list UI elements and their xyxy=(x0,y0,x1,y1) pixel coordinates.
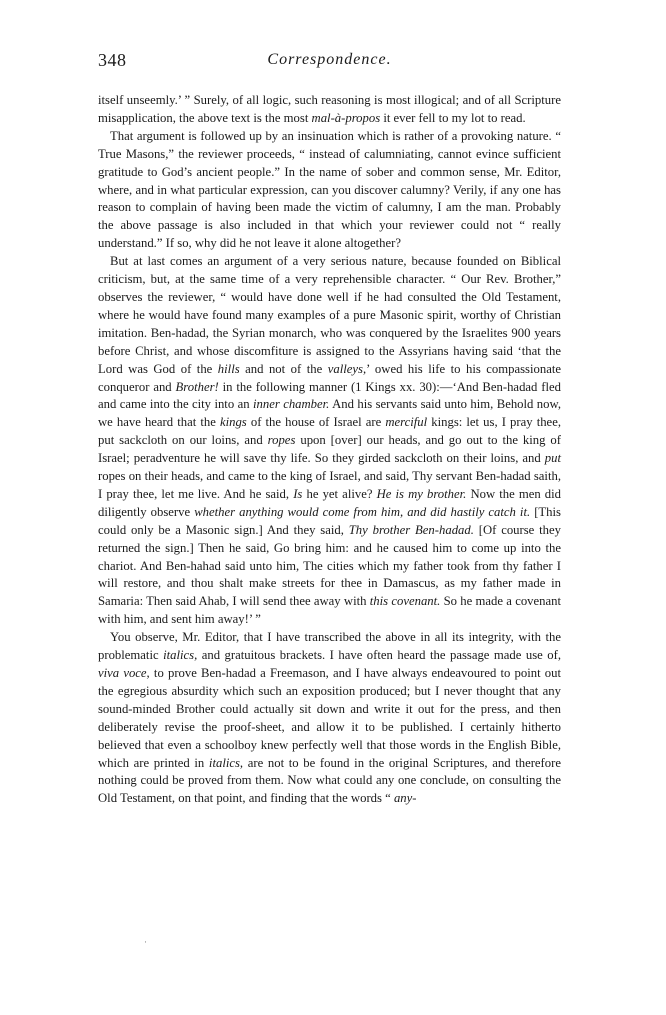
paragraph xyxy=(98,629,561,808)
letter-body xyxy=(98,92,561,808)
italic-text: valleys, xyxy=(327,361,367,376)
paragraph xyxy=(98,92,561,128)
text-run: [Of course they returned the sign.] Then he said, Go bring him: and he caused him to come up into the chariot. And Ben-hahad said unto him, The cities which my father took from thy father I will restore, and thou shalt make streets for thee in Damascus, as my father made in Samaria: Then said Ahab, I will send thee away with xyxy=(98,522,561,609)
text-run: But at last comes an argument of a very serious nature, because founded on Biblical criticism, but, at the same time of a very reprehensible character. “ Our Rev. Brother,” observes the reviewer, “ would have done well if he had consulted the Old Testament, where he would have found many examples of a pure Masonic spirit, worthy of Christian imitation. Ben-hadad, the Syrian monarch, who was conquered by the Israelites 900 years before Christ, and whose discomfiture is assigned to the Assyrians having said ‘that the Lord was God of the xyxy=(98,254,561,376)
text-run: to prove Ben-hadad a Freemason, and I have always endeavoured to point out the egregious absurdity which such an exposition produced; but I never thought that any sound-minded Brother could actually sit down and write it out for the press, and then deliberately revise the proof-sheet, and allow it to be published. I certainly hitherto believed that even a schoolboy knew perfectly well that those words in the English Bible, which are printed in xyxy=(98,666,561,770)
text-run: and gratuitous brackets. I have often heard the passage made use of, xyxy=(197,648,561,663)
text-run: it ever fell to my lot to read. xyxy=(380,110,526,125)
italic-text: inner chamber. xyxy=(253,397,330,412)
italic-text: italics, xyxy=(208,755,244,770)
print-mark: · xyxy=(144,937,147,947)
page-header xyxy=(98,50,561,74)
text-run: So he made a covenant with him, and sent him away!’ ” xyxy=(98,594,561,627)
text-run: ropes on their heads, and came to the king of Israel, and said, Thy servant Ben-hadad saith, I pray thee, let me live. And he said, xyxy=(98,469,561,501)
text-run: You observe, Mr. Editor, that I have transcribed the above in all its integrity, with the problematic xyxy=(98,630,561,663)
text-run: itself unseemly.’ ” Surely, of all logic, such reasoning is most illogical; and of all Scripture misapplication, the above text is the most xyxy=(98,93,561,125)
italic-text: whether anything would come from him, and did hastily catch it. xyxy=(194,504,531,519)
text-run: in the following manner (1 Kings xx. 30):—‘And Ben-hadad fled and came into the city into an xyxy=(98,379,561,412)
italic-text: Brother! xyxy=(175,379,219,394)
page-number: 348 xyxy=(98,50,127,70)
italic-text: ropes xyxy=(267,433,296,448)
italic-text: hills xyxy=(217,361,240,376)
paragraph xyxy=(98,253,561,629)
italic-text: kings xyxy=(219,415,247,430)
italic-text: mal-à-propos xyxy=(311,110,381,125)
text-run: ’ owed his life to his compassionate conqueror and xyxy=(98,361,561,394)
text-run: [This could only be a Masonic sign.] And they said, xyxy=(98,504,561,537)
italic-text: italics, xyxy=(163,648,198,663)
text-run: That argument is followed up by an insinuation which is rather of a provoking nature. “ True Masons,” the reviewer proceeds, “ instead of calumniating, cannot evince sufficient gratitude to God’s ancient people.” In the name of sober and common sense, Mr. Editor, where, and in what particular expression, can you discover calumny? Verily, if any one has reason to complain of having been made the victim of calumny, I am the man. Probably the above passage is also included in that which your reviewer could not “ really understand.” If so, why did he not leave it alone altogether? xyxy=(98,128,561,251)
italic-text: viva voce, xyxy=(98,666,150,680)
italic-text: Thy brother Ben-hadad. xyxy=(348,522,474,537)
text-run: Now the men did diligently observe xyxy=(98,486,562,519)
italic-text: put xyxy=(544,451,561,466)
italic-text: Is xyxy=(293,486,303,501)
text-run: And his servants said unto him, Behold now, we have heard that the xyxy=(98,397,561,430)
text-run: of the house of Israel are xyxy=(246,415,386,430)
italic-text: He is my brother. xyxy=(376,486,467,501)
paragraph xyxy=(98,128,561,253)
italic-text: merciful xyxy=(385,415,428,430)
italic-text: this covenant. xyxy=(369,594,441,609)
text-run: kings: let us, I pray thee, put sackcloth on our loins, and xyxy=(98,415,561,448)
running-title: Correspondence. xyxy=(267,51,392,68)
text-run: are not to be found in the original Scriptures, and therefore nothing could be proved from them. Now what could any one conclude, on consulting the Old Testament, on that point, and finding that the words “ xyxy=(98,755,561,806)
italic-text: any- xyxy=(393,791,417,806)
text-run: he yet alive? xyxy=(302,486,377,501)
text-run: and not of the xyxy=(239,361,328,376)
text-run: upon [over] our heads, and go out to the king of Israel; peradventure he will save thy life. So they girded sackcloth on their loins, and xyxy=(98,433,561,466)
